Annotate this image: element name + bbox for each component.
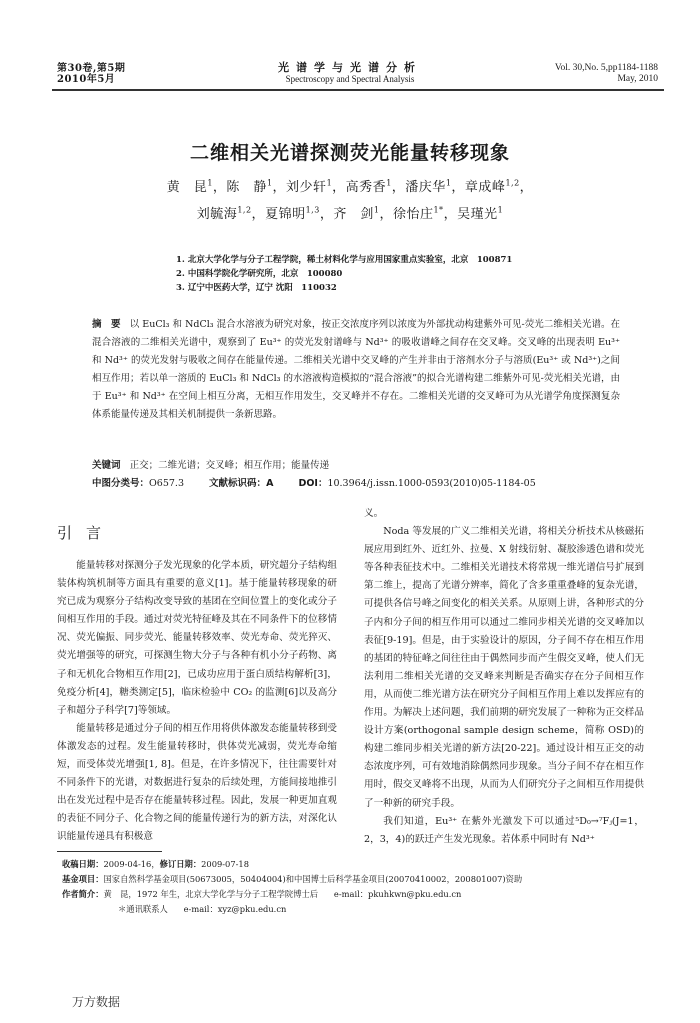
author-name: 陈 静 (226, 180, 267, 195)
section-heading-introduction: 引言 (57, 524, 116, 542)
authors-line-1 (0, 176, 700, 195)
author-separator: ， (443, 207, 458, 222)
doc-code-value: A (266, 478, 274, 489)
paragraph-continuation: 义。 (364, 508, 384, 519)
footnote-contact (62, 902, 662, 917)
author-name: 潘庆华 (405, 180, 446, 195)
header-rule (52, 89, 664, 91)
footnote-author (62, 887, 662, 902)
wanfang-watermark: 万方数据 (72, 995, 121, 1009)
author-name: 吴瑾光 (457, 207, 498, 222)
right-column (364, 505, 644, 849)
footnotes (62, 857, 662, 917)
footnote-rule (57, 851, 162, 852)
author-name: 齐 剑 (333, 207, 374, 222)
volume-issue: 第30卷,第5期 (57, 63, 126, 74)
doc-code-label: 文献标识码： (209, 478, 267, 489)
author-affiliation-mark: 1 (326, 178, 333, 188)
author-affiliation-mark: 1 (386, 178, 392, 188)
author-name: 刘少轩 (286, 180, 327, 195)
keywords-label: 关键词 (92, 460, 121, 471)
author-email[interactable]: e-mail：pkuhkwn@pku.edu.cn (333, 889, 462, 899)
author-affiliation-mark: 1 (497, 205, 504, 215)
corresponding-email[interactable]: e-mail：xyz@pku.edu.cn (183, 904, 287, 914)
journal-name-en: Spectroscopy and Spectral Analysis (285, 74, 415, 84)
author-name: 夏锦明 (265, 207, 306, 222)
affiliation-3: 3. 辽宁中医药大学，辽宁 沈阳 110032 (176, 283, 337, 293)
revised-value: 2009-07-18 (201, 859, 249, 869)
keywords (92, 457, 329, 475)
author-separator: ， (251, 207, 266, 222)
author-separator: ， (519, 180, 534, 195)
corresponding-author-label: ＊通讯联系人 (118, 904, 168, 914)
author-separator: ， (212, 180, 227, 195)
authors-line-2 (0, 203, 700, 222)
author-separator: ， (379, 207, 393, 222)
author-separator: ， (319, 207, 334, 222)
author-name: 徐怡庄 (392, 207, 434, 222)
author-affiliation-mark: 1 (373, 205, 380, 215)
footnote-fund (62, 872, 662, 887)
author-affiliation-mark: 1 (207, 178, 213, 188)
journal-name-cn: 光谱学与光谱分析 (278, 61, 422, 74)
author-name: 章成峰 (464, 180, 506, 195)
journal-name (250, 62, 450, 85)
abstract-label: 摘 要 (92, 319, 121, 330)
author-name: 高秀香 (345, 180, 387, 195)
paragraph: 能量转移是通过分子间的相互作用将供体激发态能量转移到受体激发态的过程。发生能量转移时，供体荧光减弱，荧光寿命缩短，而受体荧光增强[1, 8]。但是，在许多情况下，往往需要针对不同条件下的光谱，对数据进行复杂的后续处理，方能间接地推引出在发光过程中是否存在能量转移过程。因此，发展一种更加直观的表征不同分子、化合物之间的能量传递行为的新方法，对深化认识能量传递具有积极意 (57, 722, 337, 843)
author-affiliation-mark: 1,2 (505, 178, 520, 188)
affiliations (176, 253, 512, 295)
fund-label: 基金项目： (62, 874, 104, 884)
author-affiliation-mark: 1,2 (237, 205, 252, 215)
author-name: 黄 昆 (166, 180, 208, 195)
received-value: 2009-04-16， (103, 859, 160, 869)
author-affiliation-mark: 1,3 (305, 205, 320, 215)
citation-info (555, 63, 658, 85)
abstract-text: 以 EuCl₃ 和 NdCl₃ 混合水溶液为研究对象，按正交浓度序列以浓度为外部扰动构建紫外可见-荧光二维相关光谱。在混合溶液的二维相关光谱中，观察到了 Eu³⁺ 的荧光发射谱峰与 Nd³⁺ 的吸收谱峰之间存在交叉峰。交叉峰的出现表明 Eu³⁺ 和 Nd³⁺ 的荧光发射与吸收之间存在能量传递。二维相关光谱中交叉峰的产生并非由于溶剂水分子与溶质(Eu³⁺ 或 Nd³⁺)之间相互作用；若以单一溶质的 EuCl₃ 和 NdCl₃ 的水溶液构造模拟的“混合溶液”的拟合光谱构建二维紫外可见-荧光相关光谱，由于 Eu³⁺ 和 Nd³⁺ 在空间上相互分离，无相互作用发生，交叉峰并不存在。二维相关光谱的交叉峰可为从光谱学角度探测复杂体系能量传递及其相关机制提供一条新思路。 (92, 319, 620, 420)
citation: Vol. 30,No. 5,pp1184-1188 (554, 63, 658, 73)
clc-label: 中图分类号： (92, 478, 150, 489)
revised-label: 修订日期： (159, 859, 202, 869)
clc-value: O657.3 (149, 478, 185, 489)
paragraph: Noda 等发展的广义二维相关光谱，将相关分析技术从核磁拓展应用到红外、近红外、拉曼、X 射线衍射、凝胶渗透色谱和荧光等各种表征技术中。二维相关光谱技术将常规一维光谱信号扩展到第二维上，提高了光谱分辨率，简化了含多重重叠峰的复杂光谱，可提供各信号峰之间变化的相关关系。从原则上讲，各种形式的分子内和分子间的相互作用可以通过二维同步相关光谱的交叉峰加以表征[9-19]。但是，由于实验设计的原因，分子间不存在相互作用的基团的特征峰之间往往由于偶然同步而产生假交叉峰，使人们无法利用二维相关光谱的交叉峰来判断是否确实存在分子间相互作用，从而使二维光谱方法在研究分子间相互作用上难以发挥应有的作用。为解决上述问题，我们前期的研究发展了一种称为正交样品设计方案(orthogonal sample design scheme，简称 OSD)的构建二维同步相关光谱的新方法[20-22]。通过设计相互正交的动态浓度序列，可有效地消除偶然同步现象。当分子间不存在相互作用时，假交叉峰将不出现，从而为人们研究分子之间相互作用提供了一种新的研究手段。 (364, 526, 644, 809)
author-name: 刘毓海 (196, 207, 238, 222)
author-affiliation-mark: 1 (445, 178, 452, 188)
paragraph: 能量转移对探测分子发光现象的化学本质，研究超分子结构组装体构筑机制等方面具有重要的意义[1]。基于能量转移现象的研究已成为观察分子结构改变导致的基团在空间位置上的变化或分子间相互作用的手段。通过对荧光特征峰及其在不同条件下的位移情况、荧光偏振、同步荧光、能量转移效率、荧光寿命、荧光猝灭、荧光增强等的研究，可探测生物大分子与各种有机小分子药物、离子和无机化合物相互作用[2]，已成功应用于蛋白质结构解析[3]，免疫分析[4]，糖类测定[5]，临床检验中 CO₂ 的监测[6]以及高分子和超分子科学[7]等领域。 (57, 560, 337, 716)
author-separator: ， (391, 180, 406, 195)
classification (92, 475, 612, 493)
author-bio-label: 作者简介： (62, 889, 104, 899)
footnote-dates (62, 857, 662, 872)
doi-label: DOI： (298, 478, 328, 489)
left-column (57, 557, 337, 847)
received-label: 收稿日期： (62, 859, 104, 869)
author-separator: ， (451, 180, 465, 195)
author-affiliation-mark: 1* (433, 205, 444, 215)
affiliation-2: 2. 中国科学院化学研究所，北京 100080 (176, 269, 343, 279)
author-separator: ， (332, 180, 346, 195)
paper-title: 二维相关光谱探测荧光能量转移现象 (189, 142, 510, 164)
author-bio-value: 黄 昆，1972 年生，北京大学化学与分子工程学院博士后 (103, 889, 319, 899)
affiliation-1: 1. 北京大学化学与分子工程学院，稀土材料化学与应用国家重点实验室，北京 100871 (176, 255, 513, 265)
paragraph: 我们知道，Eu³⁺ 在紫外光激发下可以通过⁵D₀→⁷Fⱼ(J=1，2，3，4)的跃迁产生发光现象。若体系中同时有 Nd³⁺ (364, 815, 644, 845)
author-affiliation-mark: 1 (266, 178, 273, 188)
abstract (92, 316, 620, 424)
journal-volume-info (57, 63, 125, 85)
author-separator: ， (272, 180, 287, 195)
publication-date-en: May, 2010 (617, 74, 658, 84)
keywords-text: 正交；二维光谱；交叉峰；相互作用；能量传递 (129, 460, 330, 471)
fund-value: 国家自然科学基金项目(50673005，50404004)和中国博士后科学基金项目(20070410002，200801007)资助 (103, 874, 523, 884)
doi-value: 10.3964/j.issn.1000-0593(2010)05-1184-05 (327, 478, 536, 489)
publication-date-cn: 2010年5月 (57, 74, 116, 85)
